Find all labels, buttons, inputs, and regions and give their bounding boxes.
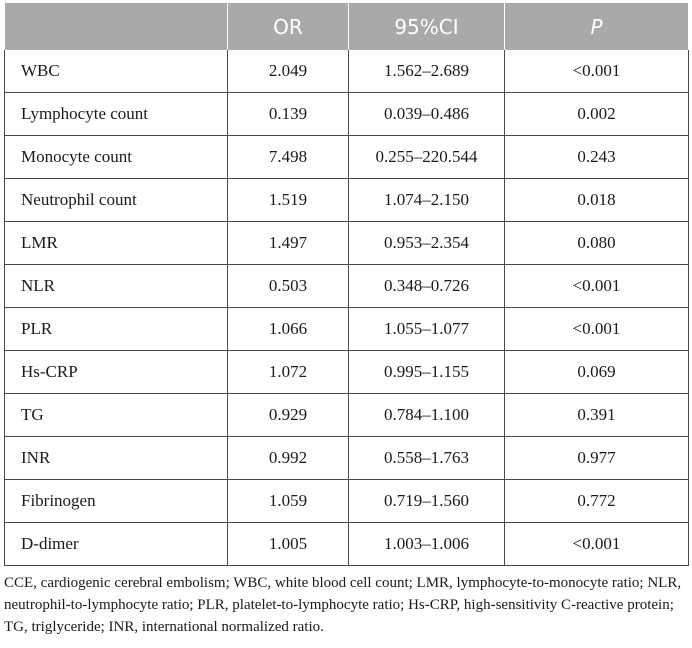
variable-cell: Fibrinogen [5, 480, 228, 523]
header-or: OR [228, 3, 349, 50]
ci-cell: 1.074–2.150 [349, 179, 505, 222]
or-cell: 1.519 [228, 179, 349, 222]
variable-cell: Hs-CRP [5, 351, 228, 394]
or-cell: 0.503 [228, 265, 349, 308]
ci-cell: 0.255–220.544 [349, 136, 505, 179]
ci-cell: 0.784–1.100 [349, 394, 505, 437]
p-cell: 0.018 [505, 179, 689, 222]
header-row [5, 3, 689, 50]
table-row [5, 50, 689, 93]
ci-cell: 1.003–1.006 [349, 523, 505, 566]
p-cell: <0.001 [505, 308, 689, 351]
table-row [5, 437, 689, 480]
results-table [4, 3, 689, 566]
p-cell: <0.001 [505, 523, 689, 566]
or-cell: 0.992 [228, 437, 349, 480]
table-body [5, 50, 689, 566]
ci-cell: 0.558–1.763 [349, 437, 505, 480]
variable-cell: WBC [5, 50, 228, 93]
table-footnote: CCE, cardiogenic cerebral embolism; WBC, white blood cell count; LMR, lymphocyte-to-monocyte ratio; NLR, neutrophil-to-lymphocyte ratio; PLR, platelet-to-lymphocyte ratio; Hs-CRP, high-sensitivity C-reactive protein; TG, triglyceride; INR, international normalized ratio. [4, 575, 682, 635]
table-row [5, 222, 689, 265]
variable-cell: NLR [5, 265, 228, 308]
ci-cell: 0.348–0.726 [349, 265, 505, 308]
p-cell: <0.001 [505, 50, 689, 93]
table-row [5, 93, 689, 136]
variable-cell: D-dimer [5, 523, 228, 566]
p-cell: 0.391 [505, 394, 689, 437]
ci-cell: 1.562–2.689 [349, 50, 505, 93]
p-cell: 0.977 [505, 437, 689, 480]
variable-cell: Lymphocyte count [5, 93, 228, 136]
or-cell: 2.049 [228, 50, 349, 93]
table-row [5, 308, 689, 351]
table-row [5, 394, 689, 437]
variable-cell: LMR [5, 222, 228, 265]
p-cell: 0.243 [505, 136, 689, 179]
header-variable [5, 3, 228, 50]
table-row [5, 523, 689, 566]
or-cell: 0.139 [228, 93, 349, 136]
ci-cell: 0.953–2.354 [349, 222, 505, 265]
header-p: P [505, 3, 689, 50]
or-cell: 1.059 [228, 480, 349, 523]
table-row [5, 480, 689, 523]
p-cell: 0.080 [505, 222, 689, 265]
table-row [5, 136, 689, 179]
table-row [5, 179, 689, 222]
p-cell: <0.001 [505, 265, 689, 308]
table-row [5, 351, 689, 394]
ci-cell: 1.055–1.077 [349, 308, 505, 351]
header-ci: 95%CI [349, 3, 505, 50]
or-cell: 1.072 [228, 351, 349, 394]
variable-cell: INR [5, 437, 228, 480]
ci-cell: 0.995–1.155 [349, 351, 505, 394]
p-cell: 0.002 [505, 93, 689, 136]
or-cell: 0.929 [228, 394, 349, 437]
or-cell: 1.497 [228, 222, 349, 265]
variable-cell: TG [5, 394, 228, 437]
or-cell: 7.498 [228, 136, 349, 179]
variable-cell: Monocyte count [5, 136, 228, 179]
or-cell: 1.005 [228, 523, 349, 566]
p-cell: 0.772 [505, 480, 689, 523]
table-header [5, 3, 689, 50]
p-cell: 0.069 [505, 351, 689, 394]
ci-cell: 0.719–1.560 [349, 480, 505, 523]
ci-cell: 0.039–0.486 [349, 93, 505, 136]
variable-cell: Neutrophil count [5, 179, 228, 222]
variable-cell: PLR [5, 308, 228, 351]
table-row [5, 265, 689, 308]
or-cell: 1.066 [228, 308, 349, 351]
